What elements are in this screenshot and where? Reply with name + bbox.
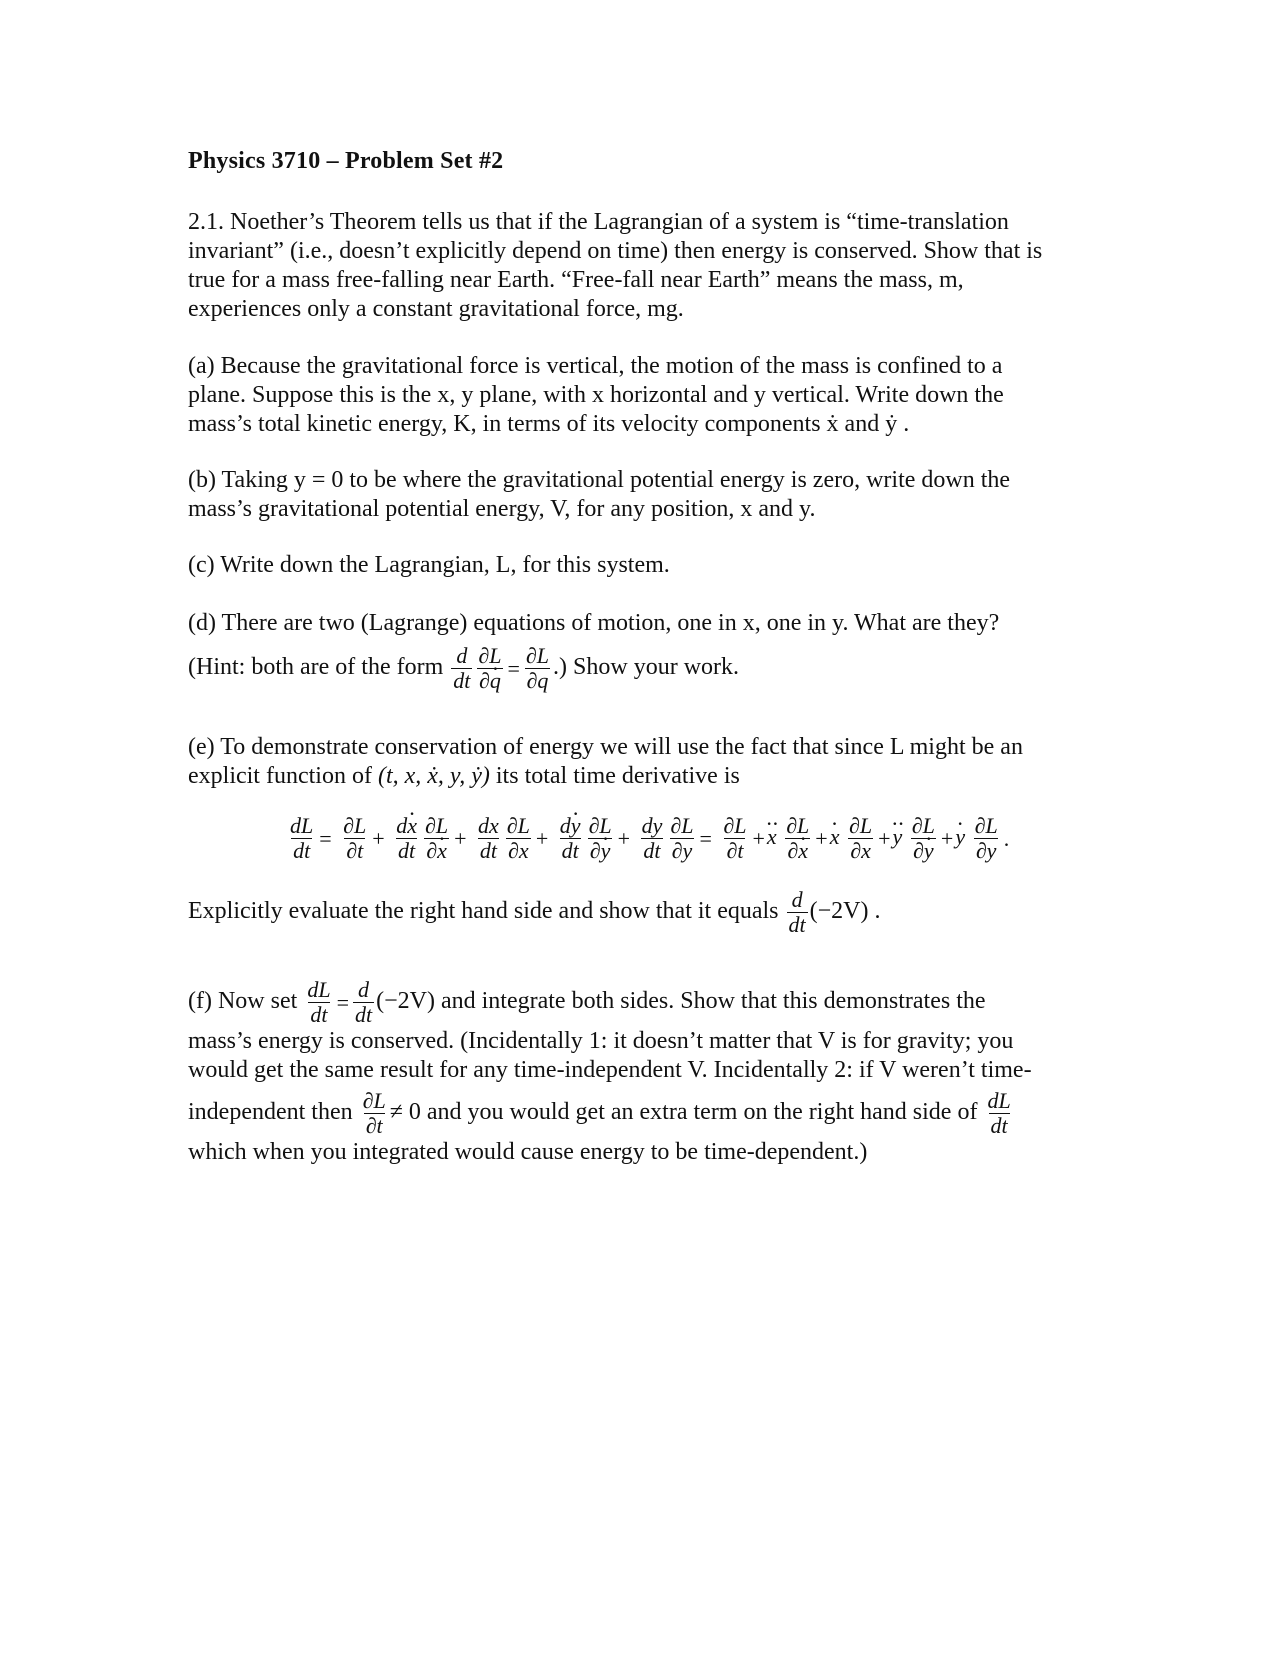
part-e — [188, 733, 1108, 791]
hint-frac-d-dt: $\frac{d}{dt}$ — [453, 643, 471, 693]
part-e-line-2-post: its total time derivative is — [495, 763, 740, 789]
part-e-line-2-pre: explicit function of — [188, 763, 372, 789]
total-derivative-equation: $\frac{dL}{dt}$ = $\frac{\partial L}{\partial t}$ + $\frac{dx \cdot}{dt}$ $\frac{\partial L}{\partial x}$ · + $\frac{dx}{dt}$ $\frac{\partial L}{\partial x}$ + $\frac{dy \cdot}{dt}$ $\frac{\partial L}{\partial y}$ · + $\frac{dy}{dt}$ $\frac{\partial L}{\partial y}$ = $\frac{\partial L}{\partial t}$ +x ·· $\frac{\partial L}{\partial x}$ · +x · $\frac{\partial L}{\partial x}$ +y ·· $\frac{\partial L}{\partial y}$ · +y · $\frac{\partial L}{\partial y}$ . — [286, 814, 1011, 863]
part-a-line-3: mass’s total kinetic energy, K, in terms of its velocity components ẋ and ẏ . — [188, 411, 910, 437]
part-f-line-4-mid: and you would get an extra term on the right hand side of — [426, 1099, 978, 1126]
part-b-line-2: mass’s gravitational potential energy, V, for any position, x and y. — [188, 496, 816, 522]
intro-line-4: experiences only a constant gravitational force, mg. — [188, 296, 684, 322]
intro-line-1: 2.1. Noether’s Theorem tells us that if the Lagrangian of a system is “time-translation — [188, 209, 1009, 235]
part-b — [188, 466, 1108, 524]
part-f-pre: (f) Now set — [188, 988, 298, 1015]
part-f-line-5: which when you integrated would cause energy to be time-dependent.) — [188, 1139, 868, 1165]
part-e-line-2 — [188, 762, 1108, 791]
part-f-line-3: would get the same result for any time-independent V. Incidentally 2: if V weren’t time- — [188, 1057, 1032, 1083]
part-e-line-3-post: (−2V) . — [809, 898, 881, 925]
problem-intro — [188, 208, 1108, 324]
part-e-conclusion — [188, 888, 1108, 937]
part-e-args: (t, x, ẋ, y, ẏ) — [377, 763, 490, 789]
hint-frac-dl-dqdot: $\frac{\partial L}{\partial q}$ · — [476, 644, 503, 693]
page-title: Physics 3710 – Problem Set #2 — [188, 148, 504, 174]
part-d-hint: (Hint: both are of the form $\frac{d}{dt}$ $\frac{\partial L}{\partial q}$ · = $\frac{\partial L}{\partial q}$ .) Show your work. — [188, 644, 1108, 693]
part-c — [188, 551, 1108, 580]
part-b-line-1: (b) Taking y = 0 to be where the gravitational potential energy is zero, write down the — [188, 467, 1011, 493]
part-f-mid: (−2V) — [376, 988, 435, 1015]
part-a — [188, 352, 1108, 439]
part-d-line-1: (d) There are two (Lagrange) equations of motion, one in x, one in y. What are they? — [188, 610, 1000, 636]
intro-line-2: invariant” (i.e., doesn’t explicitly depend on time) then energy is conserved. Show that is — [188, 238, 1043, 264]
part-a-line-1: (a) Because the gravitational force is vertical, the motion of the mass is confined to a — [188, 353, 1003, 379]
part-f-line-4-pre: independent then — [188, 1099, 353, 1126]
part-a-line-2: plane. Suppose this is the x, y plane, with x horizontal and y vertical. Write down the — [188, 382, 1004, 408]
part-e-line-3-pre: Explicitly evaluate the right hand side and show that it equals — [188, 898, 779, 925]
hint-text-post: .) Show your work. — [553, 654, 740, 681]
part-e-line-1: (e) To demonstrate conservation of energy we will use the fact that since L might be an — [188, 734, 1023, 760]
d-dt-frac: $\frac{d}{dt}$ — [788, 887, 806, 937]
part-d — [188, 609, 1108, 693]
part-f-line-1: (f) Now set $\frac{dL}{dt}$ = $\frac{d}{dt}$ (−2V) and integrate both sides. Show that this demonstrates the — [188, 977, 986, 1027]
intro-line-3: true for a mass free-falling near Earth. “Free-fall near Earth” means the mass, m, — [188, 267, 964, 293]
hint-text-pre: (Hint: both are of the form — [188, 654, 444, 681]
part-c-line-1: (c) Write down the Lagrangian, L, for this system. — [188, 552, 670, 578]
part-f-post: and integrate both sides. Show that this demonstrates the — [440, 988, 986, 1015]
hint-frac-dl-dq: $\frac{\partial L}{\partial q}$ — [525, 643, 550, 693]
part-f-neq: ≠ 0 — [389, 1099, 421, 1126]
part-f — [188, 978, 1108, 1167]
part-f-line-2: mass’s energy is conserved. (Incidentally 1: it doesn’t matter that V is for gravity; you — [188, 1028, 1014, 1054]
part-f-line-4: independent then $\frac{\partial L}{\partial t}$ ≠ 0 and you would get an extra term on the right hand side of $\frac{dL}{dt}$ — [188, 1088, 1011, 1138]
